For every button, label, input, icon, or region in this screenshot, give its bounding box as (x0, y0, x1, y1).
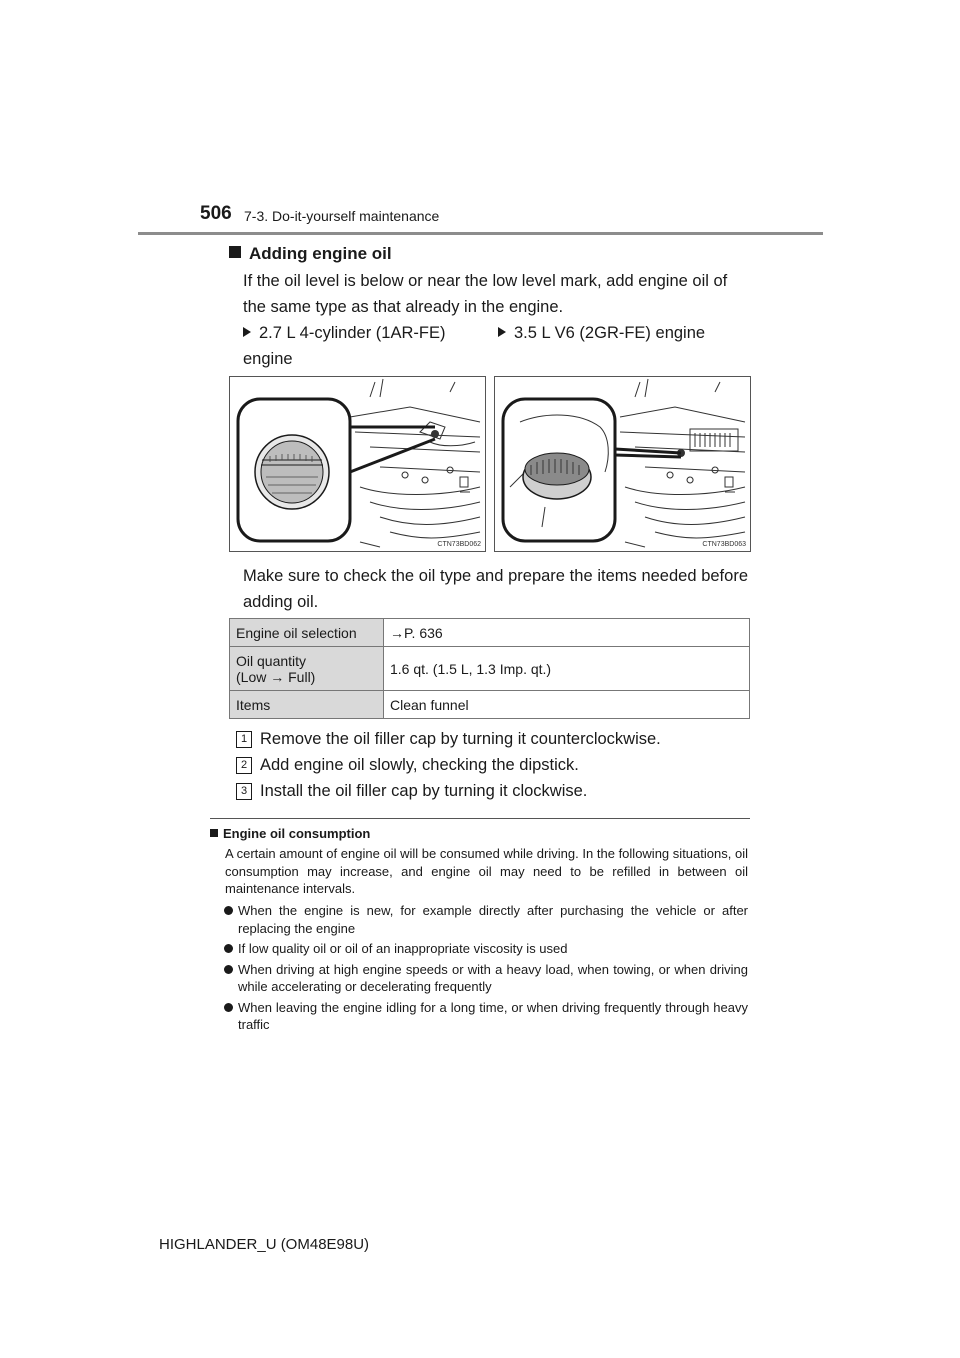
table-value-cell: →P. 636 (384, 619, 750, 647)
step-number-badge: 1 (236, 731, 252, 748)
table-value-cell: 1.6 qt. (1.5 L, 1.3 Imp. qt.) (384, 647, 750, 691)
bullet-dot-icon (224, 1003, 233, 1012)
list-item (223, 902, 748, 937)
step-text: Remove the oil filler cap by turning it counterclockwise. (260, 730, 661, 748)
list-item (223, 999, 748, 1034)
preparation-note: Make sure to check the oil type and prepare the items needed before adding oil. (243, 567, 748, 611)
consumption-intro: A certain amount of engine oil will be consumed while driving. In the following situations, oil consumption may increase, and engine oil may need to be refilled in between oil maintenance intervals. (225, 846, 748, 896)
engine-bay-illustration (230, 377, 485, 551)
oil-quantity-range-label: (Low → Full) (236, 668, 316, 685)
bullet-dot-icon (224, 965, 233, 974)
list-item-text: When the engine is new, for example directly after purchasing the vehicle or after replacing the engine (238, 903, 748, 936)
header-divider (138, 232, 823, 235)
consumption-list (223, 902, 748, 1037)
square-bullet-icon (229, 246, 241, 258)
section-divider (210, 818, 750, 819)
table-row (230, 647, 750, 691)
adding-oil-heading (229, 244, 392, 264)
step-3 (236, 782, 587, 801)
engine-a-text: 2.7 L 4-cylinder (1AR-FE) engine (243, 324, 446, 368)
figure-v6-oil-cap (494, 376, 751, 552)
figure-a-code: CTN73BD062 (437, 541, 481, 548)
list-item (223, 961, 748, 996)
list-item-text: When leaving the engine idling for a long time, or when driving frequently through heavy traffic (238, 999, 748, 1032)
table-label-cell: Engine oil selection (230, 619, 384, 647)
engine-b-text: 3.5 L V6 (2GR-FE) engine (514, 324, 706, 342)
section-title: 7-3. Do-it-yourself maintenance (244, 208, 440, 224)
oil-spec-table (229, 618, 750, 719)
engine-bay-illustration (495, 377, 750, 551)
step-number-badge: 3 (236, 783, 252, 800)
table-row (230, 619, 750, 647)
adding-oil-heading-text: Adding engine oil (249, 244, 392, 263)
step-1 (236, 730, 661, 749)
figure-4cyl-oil-cap (229, 376, 486, 552)
table-label-cell (230, 647, 384, 691)
engine-b-label (498, 320, 753, 346)
step-number-badge: 2 (236, 757, 252, 774)
figure-b-code: CTN73BD063 (702, 541, 746, 548)
engine-a-label (243, 320, 493, 372)
square-bullet-icon (210, 829, 218, 837)
bullet-dot-icon (224, 944, 233, 953)
list-item-text: If low quality oil or oil of an inappropriate viscosity is used (238, 941, 568, 956)
step-text: Install the oil filler cap by turning it clockwise. (260, 782, 588, 800)
bullet-dot-icon (224, 906, 233, 915)
triangle-bullet-icon (498, 327, 506, 337)
step-2 (236, 756, 579, 775)
triangle-bullet-icon (243, 327, 251, 337)
consumption-heading (210, 826, 370, 841)
page-number: 506 (200, 203, 232, 224)
list-item (223, 940, 748, 958)
table-label-cell: Items (230, 691, 384, 719)
table-row (230, 691, 750, 719)
list-item-text: When driving at high engine speeds or with a heavy load, when towing, or when driving while accelerating or decelerating frequently (238, 961, 748, 994)
table-value-cell: Clean funnel (384, 691, 750, 719)
footer-model: HIGHLANDER_U (OM48E98U) (159, 1236, 370, 1253)
step-text: Add engine oil slowly, checking the dipstick. (260, 756, 579, 774)
adding-oil-intro: If the oil level is below or near the low level mark, add engine oil of the same type as that already in the engine. (243, 272, 728, 316)
oil-quantity-label: Oil quantity (236, 652, 307, 669)
consumption-heading-text: Engine oil consumption (223, 826, 371, 841)
